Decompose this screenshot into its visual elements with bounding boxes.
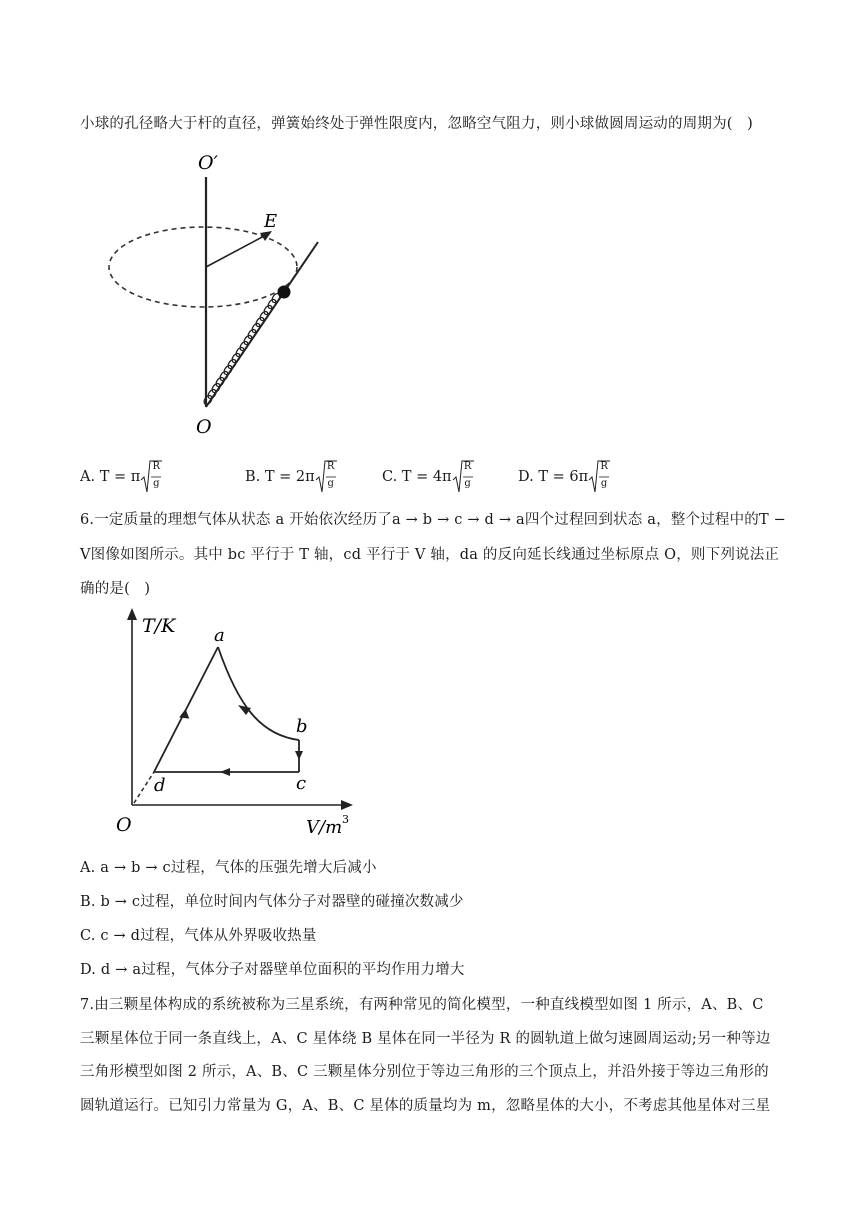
q6-option-b: B. b → c过程，单位时间内气体分子对器壁的碰撞次数减少 (80, 894, 464, 910)
fraction-numerator: R (326, 461, 335, 472)
arrow-bc (295, 751, 303, 760)
label-o: O (196, 416, 212, 438)
point-a-label: a (214, 625, 225, 646)
q5-option-a-text: A. T = π (80, 469, 141, 485)
q5-option-d (518, 460, 610, 494)
fraction-denominator: g (327, 478, 334, 489)
arrow-cd (220, 768, 230, 776)
q7-stem-line-2: 三颗星体位于同一条直线上，A、C 星体绕 B 星体在同一半径为 R 的圆轨道上做匀速圆周运动;另一种等边 (80, 1031, 771, 1047)
q5-option-c (382, 460, 474, 494)
ball (278, 286, 291, 299)
t-axis-label: T/K (142, 615, 176, 637)
fraction-numerator: R (600, 461, 608, 472)
q5-stem-text: 小球的孔径略大于杆的直径，弹簧始终处于弹性限度内，忽略空气阻力，则小球做圆周运动的周期为( ) (80, 116, 753, 132)
point-c-label: c (296, 773, 307, 794)
q6-option-c: C. c → d过程，气体从外界吸收热量 (80, 928, 317, 944)
v-axis-arrow (341, 800, 353, 810)
q6-tv-graph (110, 605, 370, 840)
q7-stem-line-3: 三角形模型如图 2 所示，A、B、C 三颗星体分别位于等边三角形的三个顶点上，并沿外接于等边三角形的 (80, 1064, 769, 1080)
da-extension (134, 772, 154, 803)
q5-figure (100, 145, 340, 445)
circular-path (109, 227, 297, 307)
v-axis-label-sup: 3 (342, 813, 349, 826)
q7-stem-line-4: 圆轨道运行。已知引力常量为 G，A、B、C 星体的质量均为 m，忽略星体的大小，不考虑其他星体对三星 (80, 1098, 771, 1114)
field-arrow (206, 235, 266, 267)
q6-option-d: D. d → a过程，气体分子对器壁单位面积的平均作用力增大 (80, 962, 465, 978)
path-da (154, 647, 218, 772)
q5-option-c-text: C. T = 4π (382, 469, 452, 485)
q5-option-b-text: B. T = 2π (245, 469, 315, 485)
arrow-da (179, 709, 190, 720)
fraction-denominator: g (600, 478, 608, 489)
origin-label: O (116, 814, 132, 836)
path-ab (218, 647, 299, 740)
label-e: E (264, 211, 278, 232)
fraction-denominator: g (464, 478, 471, 489)
q6-stem-line-2: V图像如图所示。其中 bc 平行于 T 轴，cd 平行于 V 轴，da 的反向延长线通过坐标原点 O，则下列说法正 (80, 547, 780, 563)
label-o-prime: O′ (198, 152, 218, 174)
arrow-ab (238, 705, 251, 715)
fraction-numerator: R (463, 461, 472, 472)
sqrt-fraction (140, 460, 162, 494)
q5-option-b (245, 460, 337, 494)
q5-option-a (80, 460, 162, 494)
sqrt-fraction (588, 460, 610, 494)
q6-option-a: A. a → b → c过程，气体的压强先增大后减小 (80, 860, 377, 876)
v-axis-label: V/m (306, 817, 343, 838)
sqrt-fraction (452, 460, 474, 494)
sqrt-fraction (315, 460, 337, 494)
fraction-numerator: R (152, 461, 161, 472)
q6-stem-line-1: 6.一定质量的理想气体从状态 a 开始依次经历了a → b → c → d → a四个过程回到状态 a，整个过程中的T − (80, 512, 787, 528)
t-axis-arrow (127, 608, 137, 620)
q5-option-d-text: D. T = 6π (518, 469, 589, 485)
point-d-label: d (154, 775, 166, 796)
spring (203, 292, 282, 406)
point-b-label: b (296, 716, 308, 737)
q6-stem-line-3: 确的是( ) (80, 581, 151, 597)
fraction-denominator: g (153, 478, 160, 489)
q7-stem-line-1: 7.由三颗星体构成的系统被称为三星系统，有两种常见的简化模型，一种直线模型如图 1 所示，A、B、C (80, 997, 764, 1013)
